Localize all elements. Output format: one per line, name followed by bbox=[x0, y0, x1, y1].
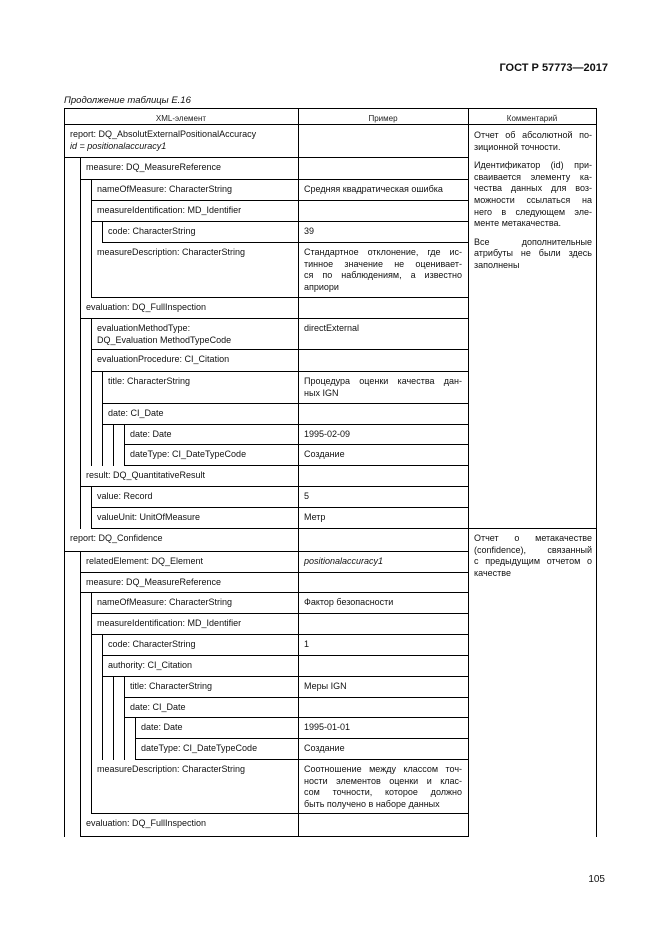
example-value: 1995-02-09 bbox=[304, 429, 351, 439]
example-value: ных IGN bbox=[304, 387, 339, 398]
indent-rule bbox=[80, 200, 81, 222]
column-divider bbox=[468, 108, 469, 837]
indent-rule bbox=[113, 697, 114, 718]
xml-element-text: id = positionalaccuracy1 bbox=[70, 140, 167, 151]
indent-rule bbox=[80, 242, 81, 298]
xml-element-text: report: DQ_Confidence bbox=[70, 533, 163, 543]
comment-text: атрибуты не были здесь bbox=[474, 248, 592, 259]
example-value: ся по наблюдениям, а известно bbox=[304, 270, 462, 281]
row-border bbox=[91, 200, 469, 201]
indent-rule bbox=[102, 697, 103, 718]
indent-rule bbox=[124, 676, 125, 698]
indent-rule bbox=[91, 318, 92, 350]
comment-text: качестве bbox=[474, 567, 511, 578]
row-border bbox=[91, 634, 469, 635]
indent-rule bbox=[80, 717, 81, 739]
row-border bbox=[102, 676, 469, 677]
row-border bbox=[102, 424, 469, 425]
example-value: Соотношение между классом точ- bbox=[304, 764, 462, 774]
xml-element-text: measureIdentification: MD_Identifier bbox=[97, 205, 242, 215]
example-value: сом точности, которое должно bbox=[304, 787, 462, 798]
example-value: Фактор безопасности bbox=[304, 597, 394, 607]
indent-rule bbox=[80, 655, 81, 677]
indent-rule bbox=[102, 634, 103, 656]
indent-rule bbox=[102, 444, 103, 466]
indent-rule bbox=[113, 444, 114, 466]
indent-rule bbox=[80, 551, 81, 573]
comment-text: можности ссылаться на bbox=[474, 195, 592, 205]
indent-rule bbox=[80, 349, 81, 372]
xml-element-text: date: Date bbox=[141, 722, 183, 732]
indent-rule bbox=[80, 634, 81, 656]
comment-text: него в следующем эле- bbox=[474, 206, 592, 217]
xml-element-text: evaluationProcedure: CI_Citation bbox=[97, 354, 230, 364]
row-border bbox=[135, 738, 469, 739]
row-border bbox=[124, 717, 469, 718]
indent-rule bbox=[80, 318, 81, 350]
comment-text: зиционной точности. bbox=[474, 141, 561, 152]
indent-rule bbox=[80, 371, 81, 404]
indent-rule bbox=[91, 200, 92, 222]
row-border bbox=[80, 179, 469, 180]
example-value: 1 bbox=[304, 639, 310, 649]
row-border bbox=[91, 349, 469, 350]
row-border bbox=[102, 242, 469, 243]
xml-element-text: code: CharacterString bbox=[108, 639, 196, 649]
xml-element-text: dateType: CI_DateTypeCode bbox=[130, 449, 247, 459]
example-value: Процедура оценки качества дан- bbox=[304, 376, 462, 386]
indent-rule bbox=[80, 613, 81, 635]
indent-rule bbox=[113, 738, 114, 760]
xml-element-text: evaluation: DQ_FullInspection bbox=[86, 302, 207, 312]
table-top-border bbox=[64, 108, 597, 109]
xml-element-text: date: CI_Date bbox=[108, 408, 164, 418]
xml-element-text: evaluationMethodType: bbox=[97, 323, 191, 333]
indent-rule bbox=[102, 371, 103, 404]
indent-rule bbox=[124, 717, 125, 739]
row-border bbox=[80, 592, 469, 593]
indent-rule bbox=[91, 424, 92, 445]
comment-text: сваивается элементу ка- bbox=[474, 171, 592, 182]
example-value: 5 bbox=[304, 491, 310, 501]
indent-rule bbox=[113, 717, 114, 739]
indent-rule bbox=[135, 717, 136, 739]
indent-rule bbox=[91, 655, 92, 677]
xml-element-text: code: CharacterString bbox=[108, 226, 196, 236]
indent-rule bbox=[102, 738, 103, 760]
row-border bbox=[91, 221, 469, 222]
example-value: Средняя квадратическая ошибка bbox=[304, 184, 443, 194]
xml-element-text: measureDescription: CharacterString bbox=[97, 764, 246, 774]
indent-rule bbox=[91, 613, 92, 635]
example-value: 39 bbox=[304, 226, 315, 236]
indent-rule bbox=[91, 221, 92, 243]
indent-rule bbox=[91, 697, 92, 718]
indent-rule bbox=[91, 242, 92, 298]
indent-rule bbox=[124, 697, 125, 718]
indent-rule bbox=[102, 717, 103, 739]
table-caption: Продолжение таблицы Е.16 bbox=[64, 95, 191, 106]
indent-rule bbox=[80, 424, 81, 445]
example-value: априори bbox=[304, 281, 339, 292]
comment-text: Идентификатор (id) при- bbox=[474, 160, 592, 171]
column-divider bbox=[298, 108, 299, 837]
xml-element-text: title: CharacterString bbox=[130, 681, 213, 691]
xml-element-text: measureDescription: CharacterString bbox=[97, 247, 246, 257]
indent-rule bbox=[124, 424, 125, 445]
indent-rule bbox=[80, 465, 81, 487]
page-number: 105 bbox=[588, 874, 605, 885]
indent-rule bbox=[80, 444, 81, 466]
xml-element-text: authority: CI_Citation bbox=[108, 660, 193, 670]
indent-rule bbox=[124, 738, 125, 760]
example-value: directExternal bbox=[304, 323, 360, 333]
xml-element-text: DQ_Evaluation MethodTypeCode bbox=[97, 334, 232, 345]
indent-rule bbox=[91, 676, 92, 698]
indent-rule bbox=[91, 349, 92, 372]
example-value: 1995-01-01 bbox=[304, 722, 351, 732]
example-value: ности элементов оценки и клас- bbox=[304, 775, 462, 786]
indent-rule bbox=[124, 444, 125, 466]
indent-rule bbox=[91, 371, 92, 404]
xml-element-text: title: CharacterString bbox=[108, 376, 191, 386]
xml-element-text: nameOfMeasure: CharacterString bbox=[97, 184, 233, 194]
indent-rule bbox=[102, 221, 103, 243]
header-bottom-border bbox=[64, 124, 597, 125]
comment-text: Все дополнительные bbox=[474, 236, 592, 247]
column-header-xml: XML-элемент bbox=[155, 114, 207, 123]
xml-element-text: measure: DQ_MeasureReference bbox=[86, 162, 222, 172]
row-border bbox=[80, 572, 469, 573]
indent-rule bbox=[80, 507, 81, 529]
xml-element-text: measureIdentification: MD_Identifier bbox=[97, 618, 242, 628]
xml-element-text: result: DQ_QuantitativeResult bbox=[86, 470, 206, 480]
row-border bbox=[80, 318, 469, 319]
example-value: Меры IGN bbox=[304, 681, 347, 691]
indent-rule bbox=[80, 157, 81, 180]
indent-rule bbox=[102, 676, 103, 698]
indent-rule bbox=[135, 738, 136, 760]
indent-rule bbox=[80, 297, 81, 319]
indent-rule bbox=[102, 403, 103, 425]
indent-rule bbox=[113, 676, 114, 698]
indent-rule bbox=[91, 179, 92, 201]
row-border bbox=[91, 371, 469, 372]
xml-element-text: date: CI_Date bbox=[130, 702, 186, 712]
indent-rule bbox=[91, 717, 92, 739]
indent-rule bbox=[80, 676, 81, 698]
comment-text: (confidence), связанный bbox=[474, 544, 592, 555]
indent-rule bbox=[80, 486, 81, 508]
indent-rule bbox=[102, 655, 103, 677]
comment-text: заполнены bbox=[474, 260, 520, 270]
example-value: Создание bbox=[304, 449, 345, 459]
row-border bbox=[91, 528, 469, 529]
comment-group-border bbox=[468, 528, 597, 529]
column-header-comment: Комментарий bbox=[506, 114, 558, 123]
column-header-example: Пример bbox=[368, 114, 398, 123]
row-border bbox=[124, 444, 469, 445]
comment-text: Отчет об абсолютной по- bbox=[474, 130, 592, 140]
row-border bbox=[64, 157, 469, 158]
row-border bbox=[124, 697, 469, 698]
row-border bbox=[91, 507, 469, 508]
xml-element-text: nameOfMeasure: CharacterString bbox=[97, 597, 233, 607]
example-value: positionalaccuracy1 bbox=[304, 556, 384, 566]
comment-text: Отчет о метакачестве bbox=[474, 533, 592, 543]
indent-rule bbox=[91, 444, 92, 466]
example-value: Создание bbox=[304, 743, 345, 753]
row-border bbox=[135, 759, 469, 760]
indent-rule bbox=[80, 403, 81, 425]
xml-element-text: dateType: CI_DateTypeCode bbox=[141, 743, 258, 753]
row-border bbox=[91, 613, 469, 614]
row-border bbox=[124, 465, 469, 466]
table-left-border bbox=[64, 108, 65, 837]
xml-element-text: valueUnit: UnitOfMeasure bbox=[97, 512, 201, 522]
indent-rule bbox=[80, 697, 81, 718]
example-value: Метр bbox=[304, 512, 326, 522]
row-border bbox=[102, 655, 469, 656]
xml-element-text: measure: DQ_MeasureReference bbox=[86, 577, 222, 587]
row-border bbox=[64, 551, 469, 552]
indent-rule bbox=[80, 738, 81, 760]
indent-rule bbox=[91, 759, 92, 814]
indent-rule bbox=[91, 634, 92, 656]
indent-rule bbox=[80, 179, 81, 201]
example-value: тинное значение не оценивает- bbox=[304, 258, 462, 269]
indent-rule bbox=[113, 424, 114, 445]
indent-rule bbox=[80, 572, 81, 593]
indent-rule bbox=[91, 507, 92, 529]
row-border bbox=[91, 813, 469, 814]
comment-text: с предыдущим отчетом о bbox=[474, 556, 592, 567]
indent-rule bbox=[80, 759, 81, 814]
indent-rule bbox=[102, 424, 103, 445]
indent-rule bbox=[91, 486, 92, 508]
standard-header: ГОСТ Р 57773—2017 bbox=[499, 62, 608, 74]
xml-element-text: report: DQ_AbsolutExternalPositionalAccuracy bbox=[70, 129, 257, 139]
indent-rule bbox=[91, 738, 92, 760]
indent-rule bbox=[91, 403, 92, 425]
row-border bbox=[102, 403, 469, 404]
xml-element-text: evaluation: DQ_FullInspection bbox=[86, 818, 207, 828]
example-value: быть получено в наборе данных bbox=[304, 798, 440, 809]
indent-rule bbox=[80, 813, 81, 837]
indent-rule bbox=[80, 592, 81, 614]
example-value: Стандартное отклонение, где ис- bbox=[304, 247, 462, 257]
indent-rule bbox=[91, 592, 92, 614]
row-border bbox=[91, 297, 469, 298]
comment-text: чества данных для воз- bbox=[474, 183, 592, 194]
indent-rule bbox=[80, 221, 81, 243]
xml-element-text: date: Date bbox=[130, 429, 172, 439]
table-right-border bbox=[596, 108, 597, 837]
row-border bbox=[80, 486, 469, 487]
comment-text: менте метакачества. bbox=[474, 218, 562, 229]
xml-element-text: relatedElement: DQ_Element bbox=[86, 556, 204, 566]
xml-element-text: value: Record bbox=[97, 491, 153, 501]
row-border bbox=[80, 836, 469, 837]
